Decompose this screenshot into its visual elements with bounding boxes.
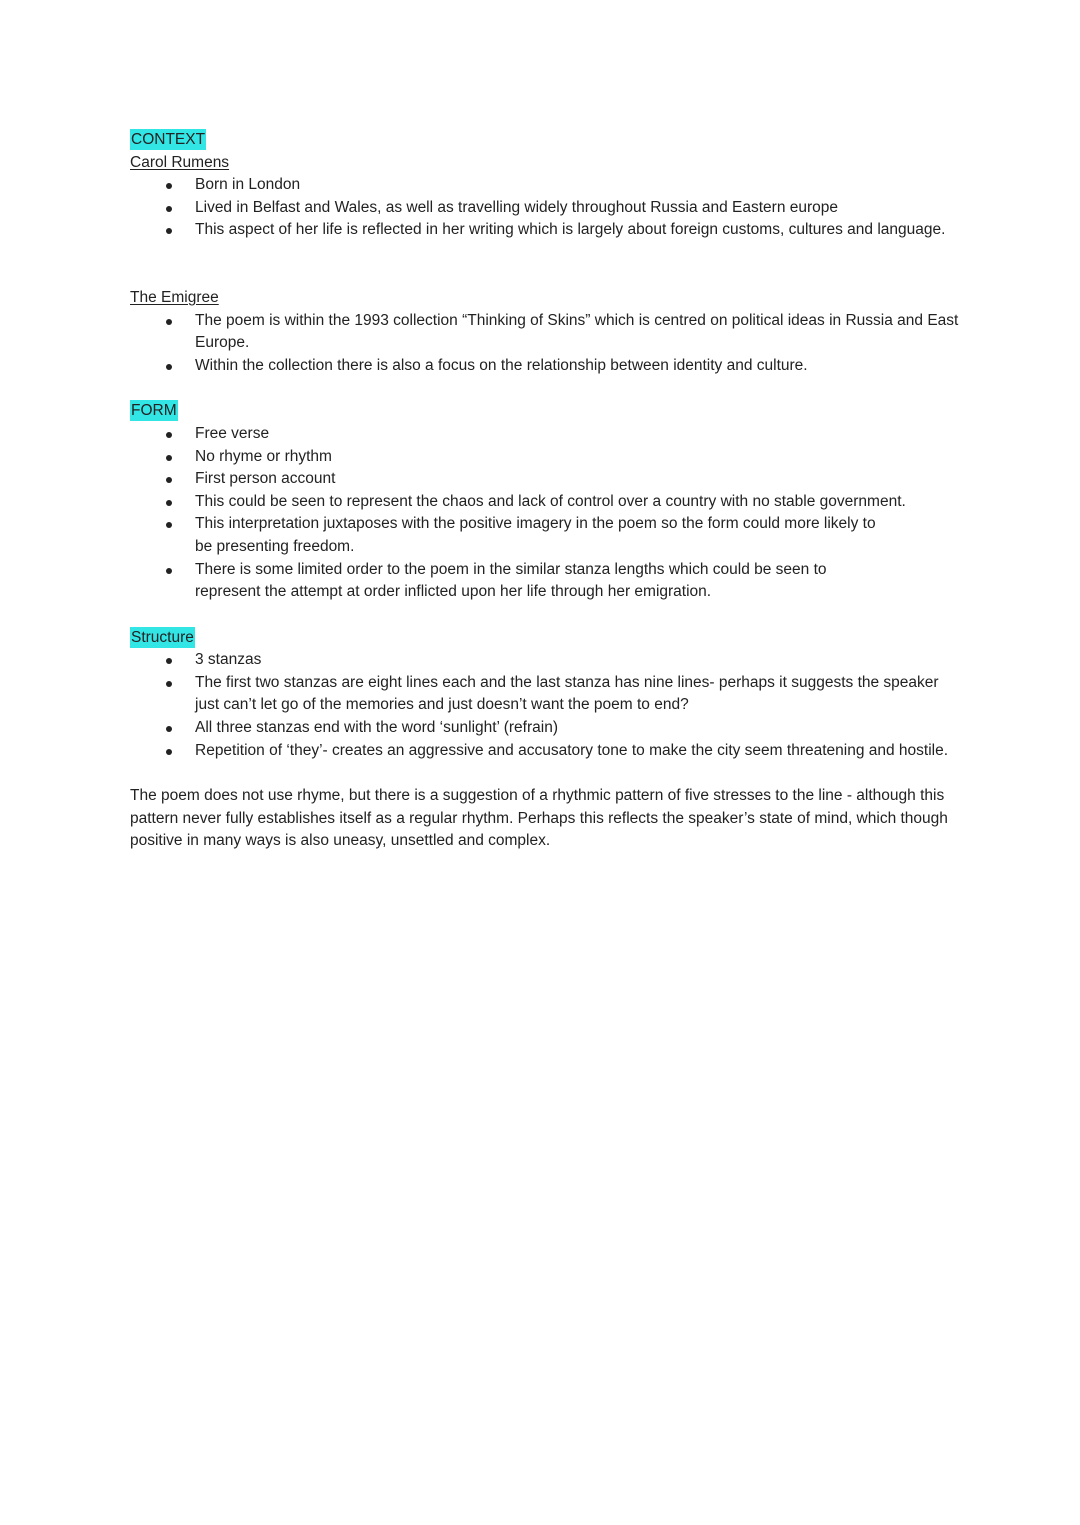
structure-bullet: The first two stanzas are eight lines each and the last stanza has nine lines- perhaps it suggests the speaker just can’t let go of the memories and just doesn’t want the poem to end? bbox=[130, 672, 960, 717]
form-section bbox=[130, 400, 960, 603]
document-page bbox=[130, 129, 960, 853]
form-bullet: First person account bbox=[130, 468, 960, 491]
emigree-bullet-list bbox=[130, 310, 960, 378]
structure-bullet: All three stanzas end with the word ‘sunlight’ (refrain) bbox=[130, 717, 960, 740]
structure-bullet: 3 stanzas bbox=[130, 649, 960, 672]
emigree-section bbox=[130, 287, 960, 377]
form-bullet: This interpretation juxtaposes with the positive imagery in the poem so the form could more likely to be presenting freedom. bbox=[130, 513, 960, 558]
form-bullet: No rhyme or rhythm bbox=[130, 446, 960, 469]
emigree-bullet: The poem is within the 1993 collection “Thinking of Skins” which is centred on political ideas in Russia and East Europe. bbox=[130, 310, 960, 355]
form-bullet: This could be seen to represent the chaos and lack of control over a country with no stable government. bbox=[130, 491, 960, 514]
form-heading: FORM bbox=[131, 402, 177, 420]
context-bullet-list bbox=[130, 174, 960, 242]
carol-rumens-subheading: Carol Rumens bbox=[130, 153, 230, 171]
context-bullet: Lived in Belfast and Wales, as well as travelling widely throughout Russia and Eastern europe bbox=[130, 197, 960, 220]
context-heading: CONTEXT bbox=[131, 131, 206, 148]
form-bullet-list bbox=[130, 423, 960, 604]
context-section bbox=[130, 129, 960, 242]
structure-section bbox=[130, 627, 960, 853]
emigree-subheading: The Emigree bbox=[130, 288, 219, 306]
context-bullet: Born in London bbox=[130, 174, 960, 197]
form-bullet: Free verse bbox=[130, 423, 960, 446]
context-bullet: This aspect of her life is reflected in her writing which is largely about foreign customs, cultures and language. bbox=[130, 219, 960, 242]
structure-bullet: Repetition of ‘they’- creates an aggressive and accusatory tone to make the city seem threatening and hostile. bbox=[130, 740, 960, 763]
structure-bullet-list bbox=[130, 649, 960, 762]
structure-heading: Structure bbox=[131, 628, 194, 646]
emigree-bullet: Within the collection there is also a focus on the relationship between identity and culture. bbox=[130, 355, 960, 378]
form-bullet: There is some limited order to the poem in the similar stanza lengths which could be seen to represent the attempt at order inflicted upon her life through her emigration. bbox=[130, 559, 960, 604]
rhythm-paragraph: The poem does not use rhyme, but there is a suggestion of a rhythmic pattern of five stresses to the line - although this pattern never fully establishes itself as a regular rhythm. Perhaps this reflects the speaker’s state of mind, which though positive in many ways is also uneasy, unsettled and complex. bbox=[130, 787, 948, 850]
